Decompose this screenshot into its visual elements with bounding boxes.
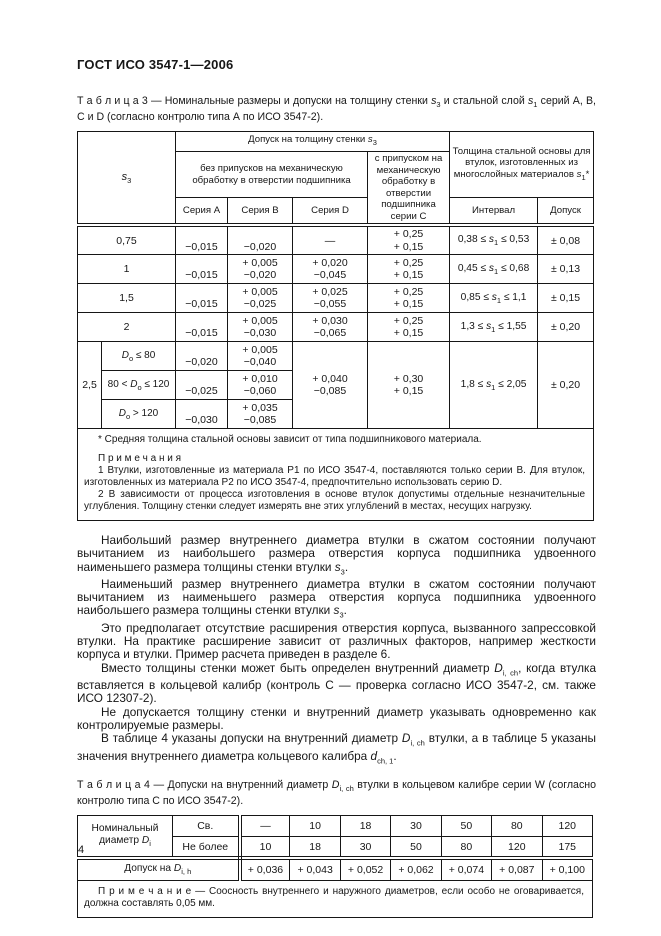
cell-series-d: + 0,040 −0,085 [293,342,368,429]
table3-header-tolerance: Допуск [538,198,594,226]
paragraph: Наименьший размер внутреннего диаметра втулки в сжатом состоянии получают вычитанием из наименьшего размера отверстия корпуса подшипника удвоенного наибольшего размера толщины стенки втулки $s_3$. [77,577,596,620]
table4-note: П р и м е ч а н и е — Соосность внутреннего и наружного диаметров, если особо не оговаривается, должна составлять 0,05 мм. [78,881,593,918]
cell-series-d: + 0,025 −0,055 [293,284,368,313]
body-text [77,534,596,767]
cell-series-c: + 0,25 + 0,15 [368,255,450,284]
table4-header-over: Св. [173,816,240,837]
table3-note-1: 1 Втулки, изготовленные из материала Р1 по ИСО 3547-4, поставляются только серии В. Для втулок, изготовленных из материала Р2 по ИСО 3547-4, предпочтительно использовать серию D. [84,465,586,489]
cell-interval: $1,3 \le s_1 \le 1,55$ [450,313,538,342]
table-row [78,255,594,284]
cell-series-d: — [293,225,368,255]
table3-notes-row [78,429,594,521]
cell-tolerance: + 0,100 [542,858,592,881]
table-row-group-25 [78,342,594,371]
table3-notes-title: П р и м е ч а н и я [98,453,182,465]
cell-tolerance: ± 0,08 [538,225,594,255]
table4-header-upto: Не более [173,837,240,858]
cell-s3: 1 [78,255,176,284]
cell-series-c: + 0,25 + 0,15 [368,284,450,313]
cell-series-d: + 0,020 −0,045 [293,255,368,284]
cell-tolerance: ± 0,20 [538,313,594,342]
cell-series-a: −0,015 [176,225,228,255]
table3-header-series-b: Серия В [228,198,293,226]
cell-series-b: + 0,005 −0,040 [228,342,293,371]
table3-header-row-1 [78,132,594,152]
cell-series-a: −0,015 [176,255,228,284]
table3-header-series-d: Серия D [293,198,368,226]
cell-tolerance: ± 0,13 [538,255,594,284]
table4-caption: Т а б л и ц а 4 — Допуски на внутренний диаметр $D_{i, ch}$ втулки в кольцевом калибре серии W (согласно контролю типа С по ИСО 3547-2). [77,779,596,808]
cell-do-condition: $D_o > 120$ [102,400,176,429]
cell-upto: 175 [542,837,592,858]
table4-header-row-over [78,816,593,837]
table4-tolerance-label: Допуск на $D_{i, h}$ [78,858,240,881]
cell-do-condition: $D_o \le 80$ [102,342,176,371]
cell-series-a: −0,015 [176,313,228,342]
table-4 [77,815,593,918]
cell-series-b: + 0,005 −0,025 [228,284,293,313]
cell-over: — [240,816,290,837]
table-row [78,313,594,342]
cell-upto: 30 [340,837,390,858]
page-content [77,57,596,918]
table3-header-with-allowance: с припуском на механическую обработку в отверстии подшипника серии С [368,152,450,226]
cell-upto: 80 [441,837,491,858]
table3-header-interval: Интервал [450,198,538,226]
cell-series-c: + 0,25 + 0,15 [368,313,450,342]
paragraph: Вместо толщины стенки может быть определен внутренний диаметр $D_{i, ch}$, когда втулка вставляется в кольцевой калибр (контроль С — проверка согласно ИСО 3547-2, см. также ИСО 12307-2). [77,660,597,706]
cell-upto: 120 [492,837,542,858]
cell-over: 10 [290,816,340,837]
cell-over: 30 [391,816,441,837]
cell-series-c: + 0,30 + 0,15 [368,342,450,429]
table-row [78,225,594,255]
cell-series-b: −0,020 [228,225,293,255]
cell-interval: $0,85 \le s_1 \le 1,1$ [450,284,538,313]
cell-series-a: −0,020 [176,342,228,371]
table3-footnote: * Средняя толщина стальной основы зависит от типа подшипникового материала. [98,434,482,446]
cell-series-a: −0,030 [176,400,228,429]
cell-interval: $0,38 \le s_1 \le 0,53$ [450,225,538,255]
doc-header: ГОСТ ИСО 3547-1—2006 [77,57,234,72]
table-row [78,284,594,313]
cell-s3: 0,75 [78,225,176,255]
table4-note-row [78,881,593,918]
cell-tolerance: + 0,052 [340,858,390,881]
table3-notes [78,429,594,521]
cell-series-c: + 0,25 + 0,15 [368,225,450,255]
table4-tolerance-row [78,858,593,881]
cell-over: 50 [441,816,491,837]
cell-s3-25: 2,5 [78,342,102,429]
cell-over: 120 [542,816,592,837]
table3-caption: Т а б л и ц а 3 — Номинальные размеры и допуски на толщину стенки $s_3$ и стальной слой $s_1$ серий А, В, С и D (согласно контролю типа А по ИСО 3547-2). [77,95,597,124]
cell-series-b: + 0,010 −0,060 [228,371,293,400]
cell-series-b: + 0,005 −0,030 [228,313,293,342]
cell-tolerance: + 0,043 [290,858,340,881]
cell-tolerance: + 0,074 [441,858,491,881]
cell-tolerance: ± 0,15 [538,284,594,313]
paragraph: В таблице 4 указаны допуски на внутренний диаметр $D_{i, ch}$ втулки, а в таблице 5 указаны значения внутреннего диаметра кольцевого калибра $d_{ch, 1}$. [77,731,597,765]
cell-over: 18 [340,816,390,837]
table3-header-tolerance-group: Допуск на толщину стенки $s_3$ [176,132,450,152]
paragraph: Наибольший размер внутреннего диаметра втулки в сжатом состоянии получают вычитанием из наибольшего размера отверстия корпуса подшипника удвоенного наименьшего размера толщины стенки втулки $s_3$. [77,533,596,576]
table4-header-nominal-diameter: Номинальный диаметр $D_i$ [78,816,173,858]
table3-note-2: 2 В зависимости от процесса изготовления в основе втулок допустимы отдельные незначительные углубления. Толщину стенки следует измерять вне этих углублений в местах, несущих нагрузку. [84,489,586,513]
table3-header-no-allowance: без припусков на механическую обработку в отверстии подшипника [176,152,368,198]
paragraph: Это предполагает отсутствие расширения отверстия корпуса, вызванного запрессовкой втулки. На практике расширение зависит от различных факторов, например жесткости корпуса и втулки. Пример расчета приведен в разделе 6. [77,621,596,662]
cell-s3: 2 [78,313,176,342]
cell-interval: $1,8 \le s_1 \le 2,05$ [450,342,538,429]
table3-header-series-a: Серия А [176,198,228,226]
cell-s3: 1,5 [78,284,176,313]
cell-upto: 18 [290,837,340,858]
cell-series-a: −0,015 [176,284,228,313]
cell-over: 80 [492,816,542,837]
cell-tolerance: + 0,087 [492,858,542,881]
cell-series-a: −0,025 [176,371,228,400]
table3-header-steel-base: Толщина стальной основы для втулок, изготовленных из многослойных материалов $s_1*$ [450,132,594,198]
table3-header-s3: $s_3$ [78,132,176,226]
cell-upto: 10 [240,837,290,858]
cell-tolerance: ± 0,20 [538,342,594,429]
cell-interval: $0,45 \le s_1 \le 0,68$ [450,255,538,284]
cell-tolerance: + 0,036 [240,858,290,881]
paragraph: Не допускается толщину стенки и внутренний диаметр указывать одновременно как контролируемые размеры. [77,704,596,732]
cell-upto: 50 [391,837,441,858]
cell-series-b: + 0,005 −0,020 [228,255,293,284]
cell-series-d: + 0,030 −0,065 [293,313,368,342]
page-number: 4 [78,844,85,856]
cell-series-b: + 0,035 −0,085 [228,400,293,429]
table-3 [77,131,594,521]
cell-do-condition: $80 < D_o \le 120$ [102,371,176,400]
cell-tolerance: + 0,062 [391,858,441,881]
